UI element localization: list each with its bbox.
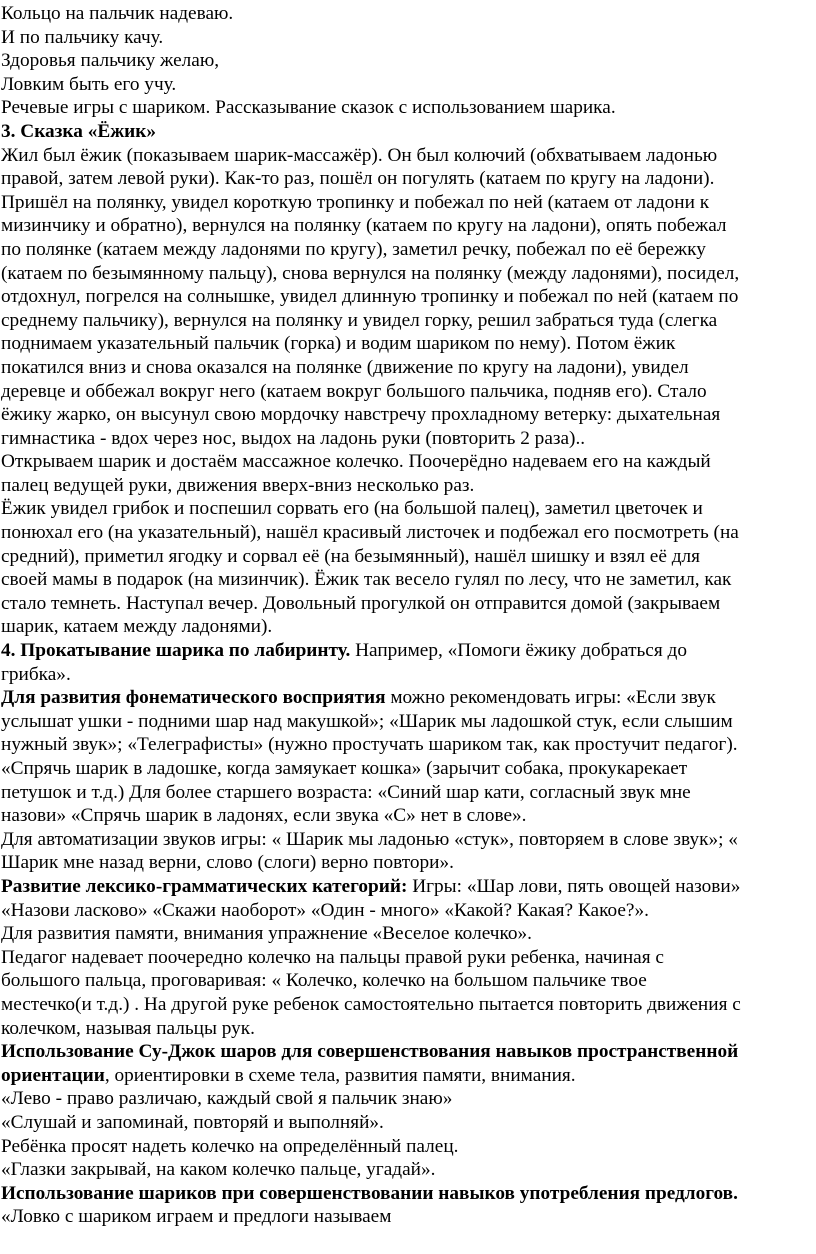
line-text: покатился вниз и снова оказался на полянке (движение по кругу на ладони), увидел — [1, 356, 689, 378]
text-line — [1, 497, 808, 521]
line-text: мизинчику и обратно), вернулся на полянку (катаем по кругу на ладони), опять побежал — [1, 215, 727, 237]
line-text: ёжику жарко, он высунул свою мордочку навстречу прохладному ветерку: дыхательная — [1, 404, 721, 426]
line-text: услышат ушки - подними шар над макушкой»; «Шарик мы ладошкой стук, если слышим — [1, 710, 733, 732]
bold-heading: 3. Сказка «Ёжик» — [1, 120, 157, 142]
line-text: Речевые игры с шариком. Рассказывание сказок с использованием шарика. — [1, 97, 616, 119]
line-text: (катаем по безымянному пальцу), снова вернулся на полянку (между ладонями), посидел, — [1, 262, 740, 284]
line-text: среднему пальчику), вернулся на полянку и увидел горку, решил забраться туда (слегка — [1, 309, 718, 331]
bold-heading: Для развития фонематического восприятия — [1, 687, 386, 709]
text-line — [1, 1111, 808, 1135]
line-text: средний), приметил ягодку и сорвал её (на безымянный), нашёл шишку и взял её для — [1, 545, 701, 567]
line-text: Для автоматизации звуков игры: « Шарик мы ладонью «стук», повторяем в слове звук»; « — [1, 828, 738, 850]
text-line — [1, 356, 808, 380]
bold-heading: Использование шариков при совершенствовании навыков употребления предлогов. — [1, 1182, 738, 1204]
text-line — [1, 167, 808, 191]
text-line — [1, 144, 808, 168]
line-text: грибка». — [1, 663, 71, 685]
line-text: Шарик мне назад верни, слово (слоги) верно повтори». — [1, 852, 454, 874]
line-text: палец ведущей руки, движения вверх-вниз несколько раз. — [1, 474, 475, 496]
line-text: , ориентировки в схеме тела, развития памяти, внимания. — [104, 1064, 576, 1086]
line-text: нужный звук»; «Телеграфисты» (нужно простучать шариком так, как простучит педагог). — [1, 734, 738, 756]
line-text: Жил был ёжик (показываем шарик-массажёр). Он был колючий (обхватываем ладонью — [1, 144, 718, 166]
text-line — [1, 733, 808, 757]
text-line — [1, 1040, 808, 1064]
text-line — [1, 1135, 808, 1159]
text-line — [1, 380, 808, 404]
text-line — [1, 1158, 808, 1182]
text-line — [1, 851, 808, 875]
bold-heading: 4. Прокатывание шарика по лабиринту. — [1, 640, 351, 662]
bold-heading: ориентации — [1, 1064, 105, 1086]
line-text: по полянке (катаем между ладонями по кругу), заметил речку, побежал по её бережку — [1, 238, 706, 260]
line-text: Например, «Помоги ёжику добраться до — [350, 640, 688, 662]
text-line — [1, 214, 808, 238]
line-text: местечко(и т.д.) . На другой руке ребенок самостоятельно пытается повторить движения с — [1, 993, 741, 1015]
bold-heading: Использование Су-Джок шаров для совершенствования навыков пространственной — [1, 1041, 739, 1063]
text-line — [1, 96, 808, 120]
line-text: шарик, катаем между ладонями). — [1, 616, 273, 638]
text-line — [1, 828, 808, 852]
line-text: «Назови ласково» «Скажи наоборот» «Один - много» «Какой? Какая? Какое?». — [1, 899, 649, 921]
text-line — [1, 309, 808, 333]
text-line — [1, 592, 808, 616]
text-line — [1, 73, 808, 97]
text-line — [1, 804, 808, 828]
line-text: Для развития памяти, внимания упражнение «Веселое колечко». — [1, 923, 532, 945]
line-text: большого пальца, проговаривая: « Колечко, колечко на большом пальчике твое — [1, 970, 647, 992]
text-line — [1, 120, 808, 144]
text-line — [1, 969, 808, 993]
text-line — [1, 568, 808, 592]
text-line — [1, 49, 808, 73]
text-line — [1, 1017, 808, 1041]
line-text: правой, затем левой руки). Как-то раз, пошёл он погулять (катаем по кругу на ладони). — [1, 168, 715, 190]
text-line — [1, 781, 808, 805]
line-text: Пришёл на полянку, увидел короткую тропинку и побежал по ней (катаем от ладони к — [1, 191, 710, 213]
text-line — [1, 663, 808, 687]
text-line — [1, 639, 808, 663]
text-line — [1, 332, 808, 356]
line-text: Кольцо на пальчик надеваю. — [1, 3, 234, 24]
text-line — [1, 710, 808, 734]
text-line — [1, 1182, 808, 1206]
text-line — [1, 474, 808, 498]
text-line — [1, 262, 808, 286]
text-line — [1, 922, 808, 946]
line-text: Ловким быть его учу. — [1, 73, 177, 95]
line-text: можно рекомендовать игры: «Если звук — [385, 687, 716, 709]
line-text: Педагог надевает поочередно колечко на пальцы правой руки ребенка, начиная с — [1, 946, 664, 968]
line-text: своей мамы в подарок (на мизинчик). Ёжик так весело гулял по лесу, что не заметил, как — [1, 569, 732, 591]
text-line — [1, 993, 808, 1017]
text-line — [1, 521, 808, 545]
line-text: колечком, называя пальцы рук. — [1, 1017, 255, 1039]
line-text: отдохнул, погрелся на солнышке, увидел длинную тропинку и побежал по ней (катаем по — [1, 286, 739, 308]
text-line — [1, 285, 808, 309]
line-text: деревце и оббежал вокруг него (катаем вокруг большого пальчика, подняв его). Стало — [1, 380, 707, 402]
line-text: И по пальчику качу. — [1, 26, 164, 48]
line-text: «Спрячь шарик в ладошке, когда замяукает кошка» (зарычит собака, прокукарекает — [1, 758, 688, 779]
line-text: назови» «Спрячь шарик в ладонях, если звука «С» нет в слове». — [1, 805, 527, 827]
line-text: понюхал его (на указательный), нашёл красивый листочек и подбежал его посмотреть (на — [1, 522, 739, 544]
text-line — [1, 686, 808, 710]
text-line — [1, 1087, 808, 1111]
line-text: «Слушай и запоминай, повторяй и выполняй». — [1, 1111, 384, 1133]
line-text: Игры: «Шар лови, пять овощей назови» — [407, 875, 741, 897]
line-text: гимнастика - вдох через нос, выдох на ладонь руки (повторить 2 раза).. — [1, 427, 586, 449]
line-text: Ёжик увидел грибок и поспешил сорвать его (на большой палец), заметил цветочек и — [1, 498, 703, 520]
line-text: «Глазки закрывай, на каком колечко пальце, угадай». — [1, 1159, 436, 1181]
text-line — [1, 899, 808, 923]
text-line — [1, 2, 808, 26]
line-text: Здоровья пальчику желаю, — [1, 50, 220, 72]
line-text: поднимаем указательный пальчик (горка) и водим шариком по нему). Потом ёжик — [1, 333, 676, 355]
text-line — [1, 427, 808, 451]
text-line — [1, 26, 808, 50]
text-line — [1, 946, 808, 970]
line-text: Ребёнка просят надеть колечко на определённый палец. — [1, 1135, 459, 1157]
text-line — [1, 450, 808, 474]
line-text: стало темнеть. Наступал вечер. Довольный прогулкой он отправится домой (закрываем — [1, 592, 721, 614]
text-line — [1, 757, 808, 781]
line-text: «Ловко с шариком играем и предлоги называем — [1, 1206, 392, 1228]
text-line — [1, 191, 808, 215]
text-line — [1, 545, 808, 569]
line-text: Открываем шарик и достаём массажное колечко. Поочерёдно надеваем его на каждый — [1, 451, 711, 473]
line-text: петушок и т.д.) Для более старшего возраста: «Синий шар кати, согласный звук мне — [1, 781, 691, 803]
text-line — [1, 615, 808, 639]
text-line — [1, 238, 808, 262]
text-line — [1, 1064, 808, 1088]
text-line — [1, 1205, 808, 1229]
text-line — [1, 875, 808, 899]
bold-heading: Развитие лексико-грамматических категорий: — [1, 875, 408, 897]
text-line — [1, 403, 808, 427]
line-text: «Лево - право различаю, каждый свой я пальчик знаю» — [1, 1088, 453, 1110]
